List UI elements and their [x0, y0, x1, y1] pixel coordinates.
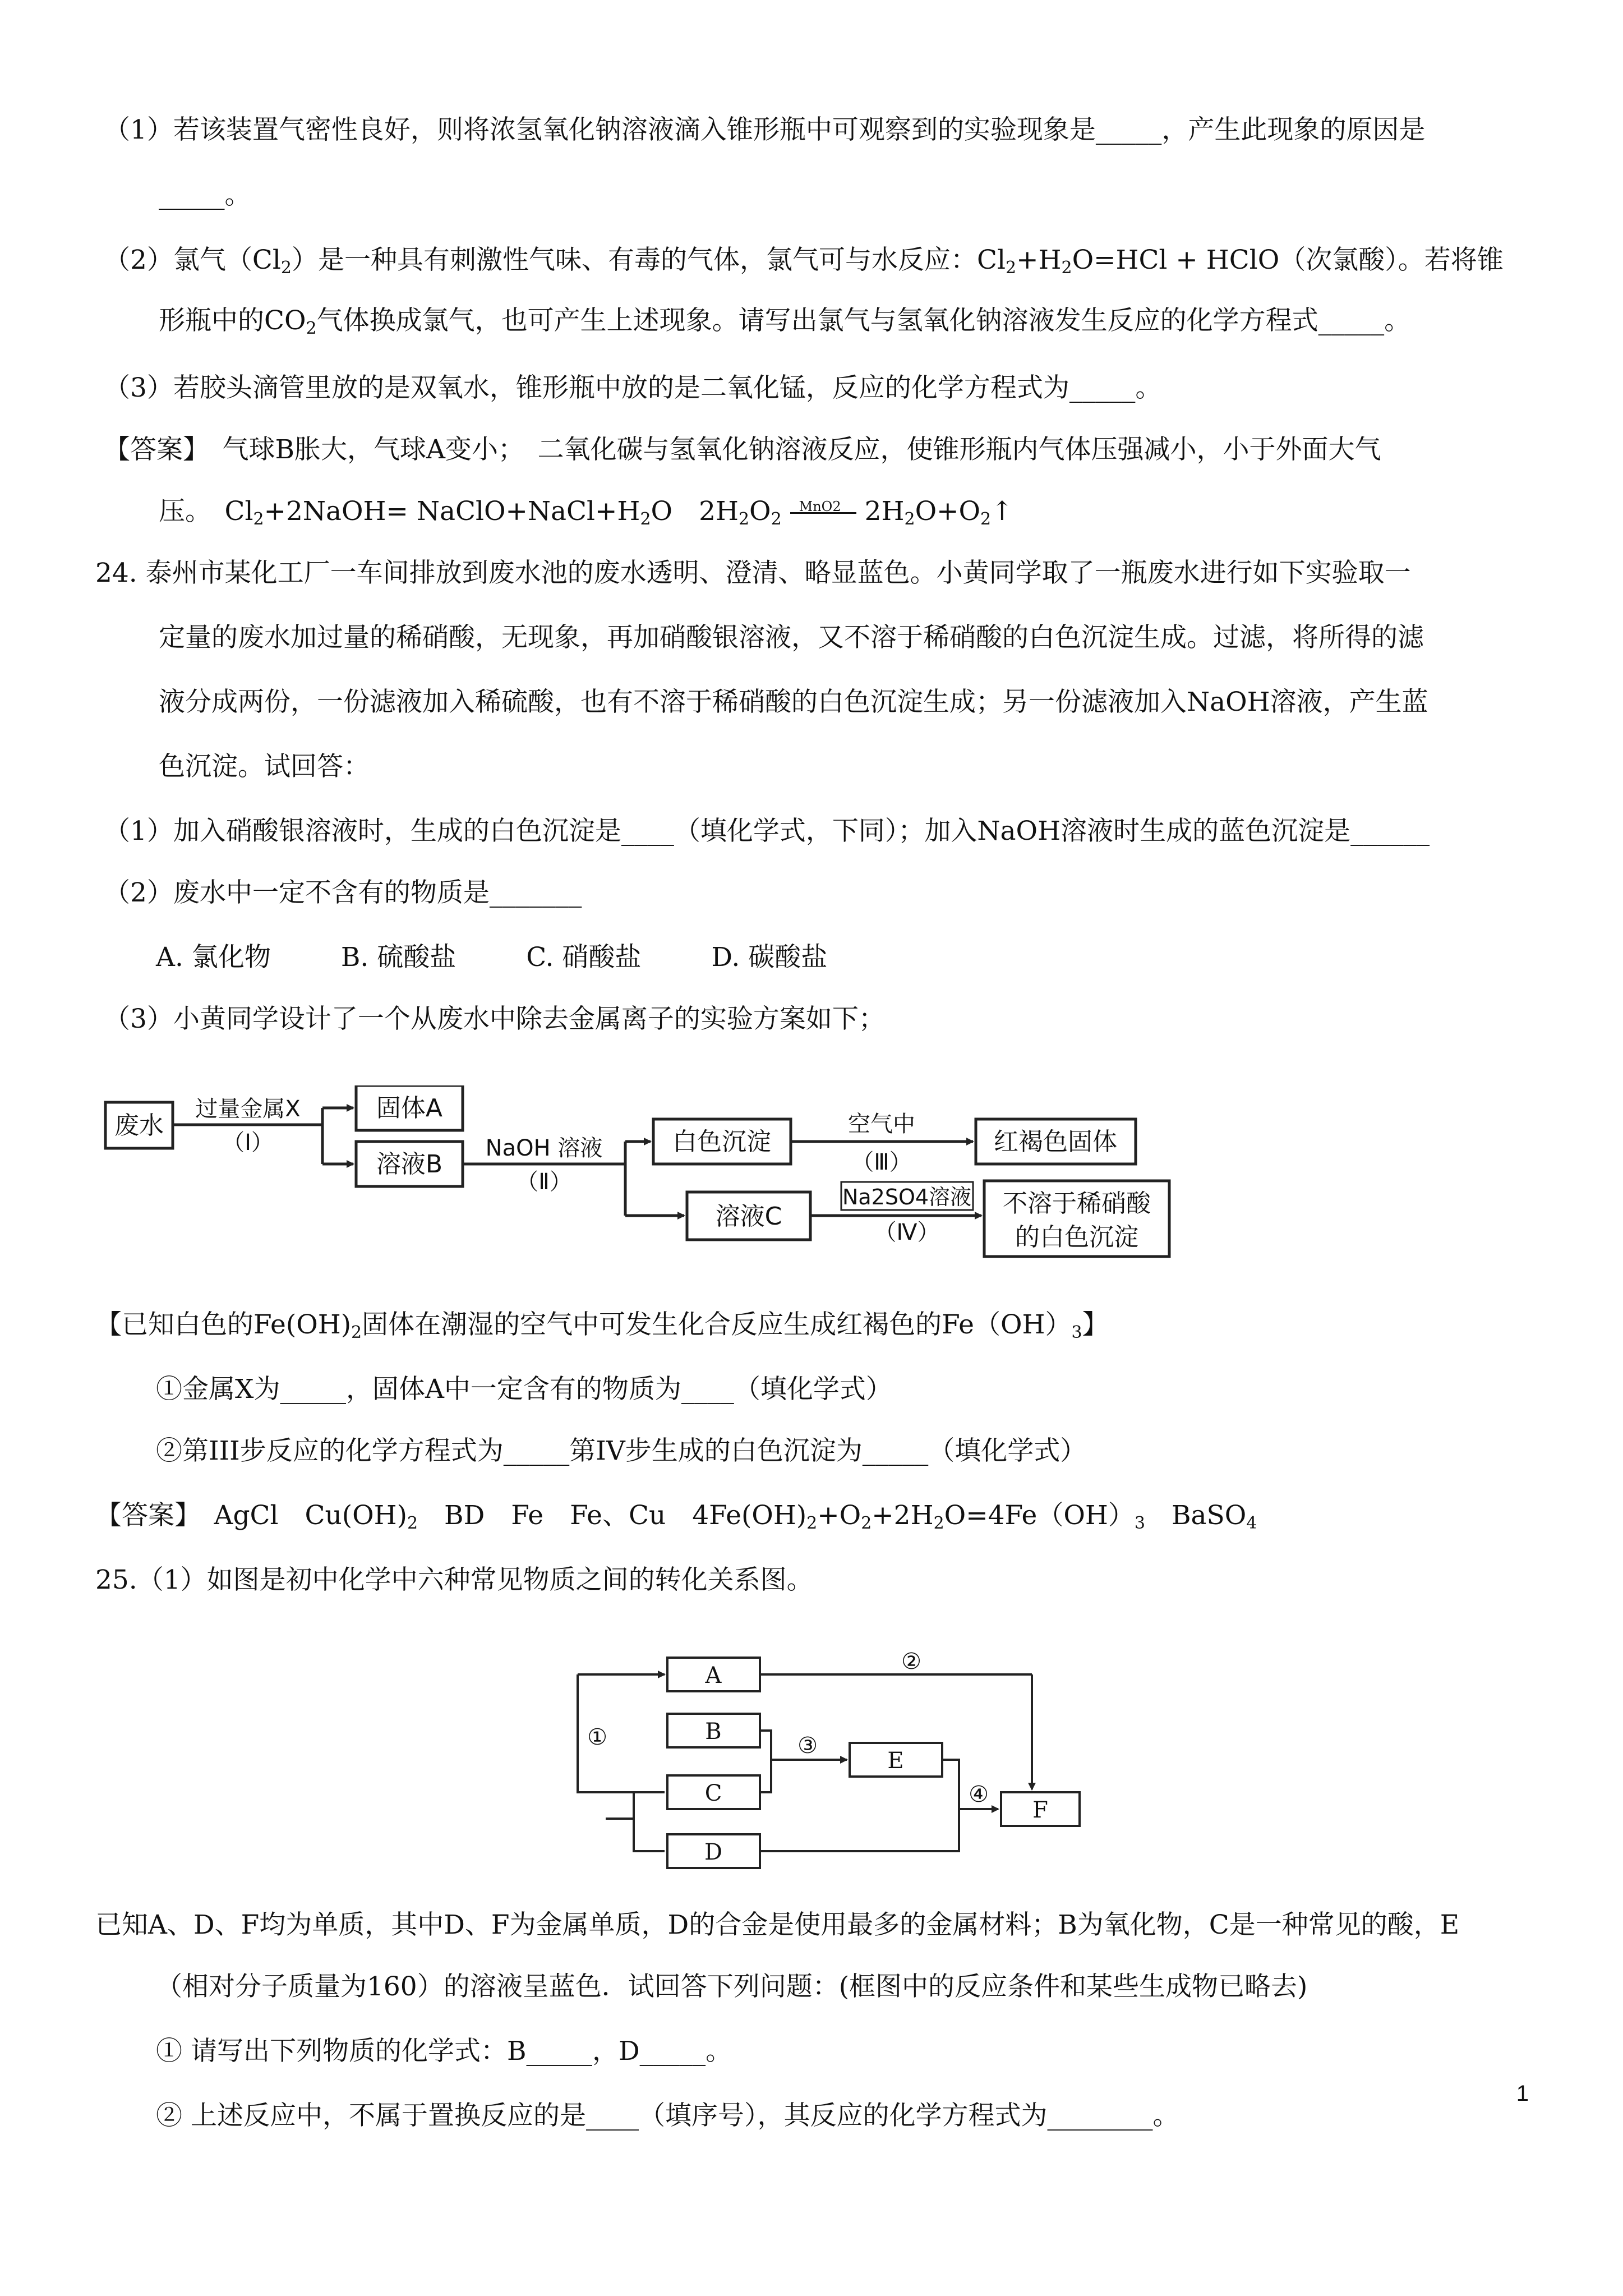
page-number: 1: [1516, 2081, 1529, 2106]
option-c: C. 硝酸盐: [526, 942, 642, 973]
q24-sub3: （3）小黄同学设计了一个从废水中除去金属离子的实验方案如下；: [104, 1004, 885, 1034]
option-d: D. 碳酸盐: [711, 942, 828, 973]
label-reaction-2: ②: [901, 1649, 921, 1674]
label-red-brown: 红褐色固体: [994, 1128, 1117, 1156]
label-step3: （Ⅲ）: [851, 1149, 912, 1175]
q24-question-a: ①金属X为_____，固体A中一定含有的物质为____（填化学式）: [156, 1374, 892, 1405]
label-step2: （Ⅱ）: [516, 1169, 572, 1195]
label-na2so4: Na2SO4溶液: [842, 1185, 972, 1209]
label-white-ppt: 白色沉淀: [672, 1128, 771, 1156]
label-waste: 废水: [114, 1111, 164, 1140]
q24-flowchart: [101, 1085, 1200, 1271]
q25-known-line1: 已知A、D、F均为单质，其中D、F为金属单质，D的合金是使用最多的金属材料；B为氧化物，C是一种常见的酸，E: [95, 1910, 1460, 1940]
label-insoluble-2: 的白色沉淀: [1015, 1223, 1138, 1251]
q23-answer-line1: 【答案】 气球B胀大，气球A变小； 二氧化碳与氢氧化钠溶液反应，使锥形瓶内气体压强减小，小于外面大气: [104, 434, 1381, 465]
label-reaction-1: ①: [587, 1724, 607, 1750]
label-B: B: [705, 1719, 722, 1745]
label-F: F: [1032, 1797, 1048, 1823]
label-D: D: [704, 1839, 723, 1865]
label-solution-c: 溶液C: [715, 1202, 782, 1231]
q23-part2-line2: 形瓶中的$CO_2$气体换成氯气，也可产生上述现象。请写出氯气与氢氧化钠溶液发生反应的化学方程式_____。: [159, 305, 1411, 338]
label-reaction-3: ③: [797, 1733, 818, 1759]
q24-stem-line2: 定量的废水加过量的稀硝酸，无现象，再加硝酸银溶液，又不溶于稀硝酸的白色沉淀生成。过滤，将所得的滤: [159, 622, 1424, 653]
label-solid-a: 固体A: [376, 1094, 443, 1122]
q25-question-1: ① 请写出下列物质的化学式：B_____，D_____。: [156, 2036, 732, 2067]
option-b: B. 硫酸盐: [340, 942, 457, 973]
q24-stem-line4: 色沉淀。试回答：: [159, 751, 370, 782]
q24-stem-line1: 24. 泰州市某化工厂一车间排放到废水池的废水透明、澄清、略显蓝色。小黄同学取了一瓶废水进行如下实验取一: [95, 558, 1411, 588]
q24-options: [156, 940, 897, 976]
option-a: A. 氯化物: [156, 942, 271, 973]
q25-question-2: ② 上述反应中，不属于置换反应的是____（填序号），其反应的化学方程式为________。: [156, 2100, 1179, 2131]
q23-part2-line1: （2）氯气$(Cl_2)$是一种具有刺激性气味、有毒的气体，氯气可与水反应：$Cl_2+H_2O=HCl$ + HClO（次氯酸）。若将锥: [104, 245, 1504, 278]
label-excess-metal: 过量金属X: [195, 1096, 301, 1122]
q24-stem-line3: 液分成两份，一份滤液加入稀硫酸，也有不溶于稀硝酸的白色沉淀生成；另一份滤液加入NaOH溶液，产生蓝: [159, 687, 1428, 717]
q23-part3: （3）若胶头滴管里放的是双氧水，锥形瓶中放的是二氧化锰，反应的化学方程式为_____。: [104, 372, 1162, 403]
q23-answer-line2: 压。 $Cl_2+2NaOH=$ $NaClO+NaCl+H_2O$ $2H_2O_2$ MnO2 $2H_2O+O_2↑$: [159, 496, 1013, 529]
q24-question-b: ②第III步反应的化学方程式为_____第IV步生成的白色沉淀为_____（填化学式）: [156, 1435, 1087, 1466]
label-C: C: [704, 1780, 722, 1806]
label-solution-b: 溶液B: [376, 1150, 443, 1179]
label-insoluble-1: 不溶于稀硝酸: [1003, 1189, 1151, 1218]
q25-diagram: [572, 1644, 1088, 1890]
label-reaction-4: ④: [969, 1782, 989, 1807]
label-step4: （Ⅳ）: [874, 1220, 940, 1245]
label-step1: （Ⅰ）: [222, 1130, 274, 1156]
label-air: 空气中: [848, 1111, 915, 1137]
q24-sub1: （1）加入硝酸银溶液时，生成的白色沉淀是____（填化学式，下同）；加入NaOH溶液时生成的蓝色沉淀是______: [104, 816, 1430, 846]
q25-stem: 25.（1）如图是初中化学中六种常见物质之间的转化关系图。: [95, 1565, 813, 1595]
q24-answer: 【答案】 AgCl $Cu(OH)_2$ BD Fe Fe、Cu $4Fe(OH)_2+O_2+2H_2O=4Fe(OH)_3$ BaSO$_4$: [95, 1500, 1257, 1533]
q23-part1-line1: （1）若该装置气密性良好，则将浓氢氧化钠溶液滴入锥形瓶中可观察到的实验现象是_____，产生此现象的原因是: [104, 114, 1426, 145]
label-E: E: [887, 1748, 904, 1774]
q24-sub2: （2）废水中一定不含有的物质是_______: [104, 877, 582, 908]
q23-part1-line2: _____。: [159, 180, 251, 210]
catalyst-over-arrow: MnO2: [790, 502, 856, 524]
label-A: A: [705, 1663, 722, 1688]
label-naoh: NaOH 溶液: [485, 1135, 603, 1161]
q25-known-line2: （相对分子质量为160）的溶液呈蓝色．试回答下列问题：(框图中的反应条件和某些生成物已略去): [156, 1971, 1308, 2002]
q24-known-note: 【已知白色的$Fe(OH)_2$固体在潮湿的空气中可发生化合反应生成红褐色的$Fe(OH)_3$】: [95, 1309, 1109, 1342]
